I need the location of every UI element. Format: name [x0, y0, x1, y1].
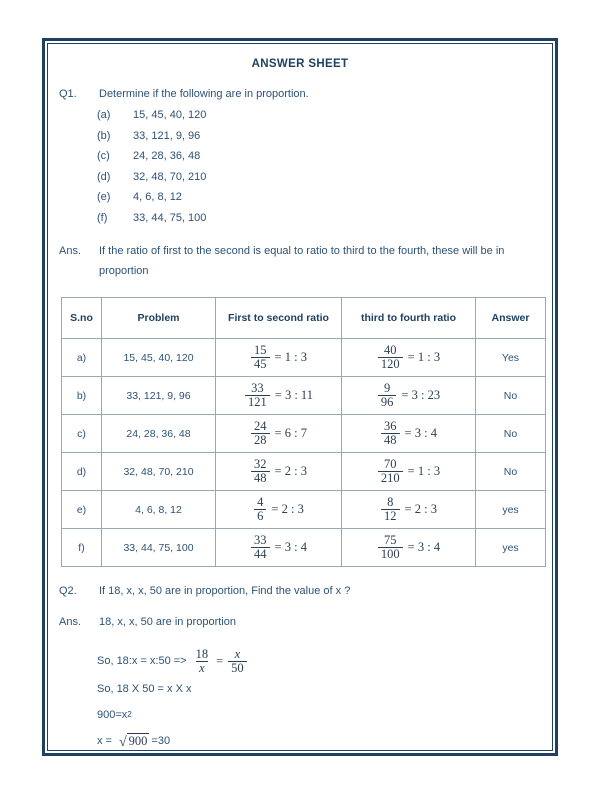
fraction-expression: $\frac{9}{96}$ = 3 : 23: [377, 382, 440, 409]
row-problem: 15, 45, 40, 120: [102, 339, 216, 377]
row-third-ratio: [342, 529, 476, 567]
q1-item-d: [59, 167, 541, 188]
row-third-ratio: [342, 491, 476, 529]
q1-answer-text: If the ratio of first to the second is equal to ratio to third to the fourth, these will be in proportion: [99, 245, 505, 277]
q2-step-1: [97, 646, 541, 676]
fraction-expression: $\frac{75}{100}$ = 3 : 4: [377, 534, 440, 561]
q2-step-4-radicand: 900: [128, 733, 148, 748]
fraction-expression: $\frac{32}{48}$ = 2 : 3: [250, 458, 307, 485]
row-answer: yes: [476, 529, 546, 567]
table-header-sno: S.no: [62, 298, 102, 339]
q1-item-a-label: (a): [97, 109, 111, 121]
proportion-table: [61, 297, 546, 567]
table-row: [62, 339, 546, 377]
row-sno: d): [62, 453, 102, 491]
row-sno: f): [62, 529, 102, 567]
fraction: $\frac{32}{48}$: [251, 458, 270, 485]
row-answer: No: [476, 377, 546, 415]
q2-text: If 18, x, x, 50 are in proportion, Find the value of x ?: [99, 585, 351, 597]
fraction: $\frac{x}{50}$: [228, 648, 247, 675]
fraction: $\frac{15}{45}$: [251, 344, 270, 371]
q2-step-4-prefix: x =: [97, 735, 112, 747]
fraction-expression: $\frac{36}{48}$ = 3 : 4: [380, 420, 437, 447]
q2-working: [59, 646, 541, 751]
document-page-frame: [42, 38, 558, 756]
q1-item-e-label: (e): [97, 191, 111, 203]
fraction-expression: $\frac{24}{28}$ = 6 : 7: [250, 420, 307, 447]
table-header-problem: Problem: [102, 298, 216, 339]
fraction: $\frac{4}{6}$: [254, 496, 266, 523]
q2-answer: [59, 612, 541, 632]
q1-item-c: [59, 146, 541, 167]
q2-step-2-text: So, 18 X 50 = x X x: [97, 683, 192, 695]
row-sno: e): [62, 491, 102, 529]
fraction-expression: $\frac{4}{6}$ = 2 : 3: [253, 496, 304, 523]
q2-step-3-base: 900=x: [97, 709, 128, 721]
question-q2: [59, 581, 541, 601]
row-first-ratio: [216, 529, 342, 567]
q1-item-a: [59, 105, 541, 126]
table-header-row: [62, 298, 546, 339]
fraction: $\frac{70}{210}$: [378, 458, 403, 485]
q1-item-c-label: (c): [97, 150, 110, 162]
row-problem: 24, 28, 36, 48: [102, 415, 216, 453]
row-third-ratio: [342, 453, 476, 491]
fraction: $\frac{33}{121}$: [245, 382, 270, 409]
q1-item-c-value: 24, 28, 36, 48: [133, 150, 201, 162]
q2-step-1-equation: $\frac{18}{x}$ = $\frac{x}{50}$: [192, 648, 248, 675]
row-sno: c): [62, 415, 102, 453]
fraction-expression: $\frac{15}{45}$ = 1 : 3: [250, 344, 307, 371]
row-first-ratio: [216, 491, 342, 529]
table-row: [62, 415, 546, 453]
row-sno: a): [62, 339, 102, 377]
row-first-ratio: [216, 377, 342, 415]
table-row: [62, 453, 546, 491]
fraction-expression: $\frac{33}{121}$ = 3 : 11: [244, 382, 313, 409]
q2-step-2: [97, 676, 541, 702]
q2-answer-text: 18, x, x, 50 are in proportion: [99, 616, 236, 628]
fraction: $\frac{24}{28}$: [251, 420, 270, 447]
q1-text: Determine if the following are in proportion.: [99, 88, 309, 100]
table-header-answer: Answer: [476, 298, 546, 339]
row-third-ratio: [342, 377, 476, 415]
q1-item-b-value: 33, 121, 9, 96: [133, 129, 201, 142]
q2-answer-label: Ans.: [59, 616, 82, 628]
row-answer: No: [476, 453, 546, 491]
radical-icon: √: [118, 735, 127, 751]
row-third-ratio: [342, 415, 476, 453]
fraction: $\frac{75}{100}$: [378, 534, 403, 561]
q1-item-d-label: (d): [97, 170, 111, 183]
document-page-body: [47, 43, 553, 751]
page-title: ANSWER SHEET: [251, 58, 349, 70]
fraction: $\frac{8}{12}$: [381, 496, 400, 523]
q1-item-f-label: (f): [97, 211, 108, 224]
q2-step-1-prefix: So, 18:x = x:50 =>: [97, 655, 187, 667]
table-row: [62, 529, 546, 567]
fraction-expression: $\frac{8}{12}$ = 2 : 3: [380, 496, 437, 523]
q2-label: Q2.: [59, 585, 77, 597]
row-problem: 33, 44, 75, 100: [102, 529, 216, 567]
square-root-expression: [119, 733, 149, 750]
fraction: $\frac{9}{96}$: [378, 382, 397, 409]
fraction: $\frac{33}{44}$: [251, 534, 270, 561]
row-third-ratio: [342, 339, 476, 377]
q1-answer-label: Ans.: [59, 245, 82, 257]
row-answer: yes: [476, 491, 546, 529]
fraction: $\frac{40}{120}$: [378, 344, 403, 371]
q2-step-4-suffix: =30: [151, 735, 171, 747]
fraction-expression: $\frac{40}{120}$ = 1 : 3: [377, 344, 440, 371]
q1-item-e-value: 4, 6, 8, 12: [133, 191, 182, 203]
row-first-ratio: [216, 453, 342, 491]
q1-item-b: [59, 126, 541, 147]
fraction: $\frac{36}{48}$: [381, 420, 400, 447]
q2-step-3-exponent: 2: [127, 710, 132, 719]
row-problem: 33, 121, 9, 96: [102, 377, 216, 415]
table-row: [62, 491, 546, 529]
q1-item-a-value: 15, 45, 40, 120: [133, 109, 207, 121]
q1-label: Q1.: [59, 88, 77, 100]
q1-item-b-label: (b): [97, 129, 111, 142]
fraction-expression: $\frac{33}{44}$ = 3 : 4: [250, 534, 307, 561]
row-first-ratio: [216, 415, 342, 453]
q1-answer: [59, 241, 541, 281]
fraction-expression: $\frac{70}{210}$ = 1 : 3: [377, 458, 440, 485]
row-first-ratio: [216, 339, 342, 377]
table-header-first-ratio: First to second ratio: [216, 298, 342, 339]
q1-item-f-value: 33, 44, 75, 100: [133, 211, 207, 224]
q2-step-4: [97, 728, 541, 751]
table-body: [62, 339, 546, 567]
question-q1: [59, 84, 541, 104]
row-answer: No: [476, 415, 546, 453]
row-problem: 32, 48, 70, 210: [102, 453, 216, 491]
table-row: [62, 377, 546, 415]
row-answer: Yes: [476, 339, 546, 377]
q1-item-e: [59, 187, 541, 208]
row-problem: 4, 6, 8, 12: [102, 491, 216, 529]
q2-step-3: [97, 702, 541, 728]
row-sno: b): [62, 377, 102, 415]
fraction: $\frac{18}{x}$: [195, 646, 209, 675]
table-header-third-ratio: third to fourth ratio: [342, 298, 476, 339]
q1-item-f: [59, 208, 541, 229]
q1-item-d-value: 32, 48, 70, 210: [133, 170, 207, 183]
